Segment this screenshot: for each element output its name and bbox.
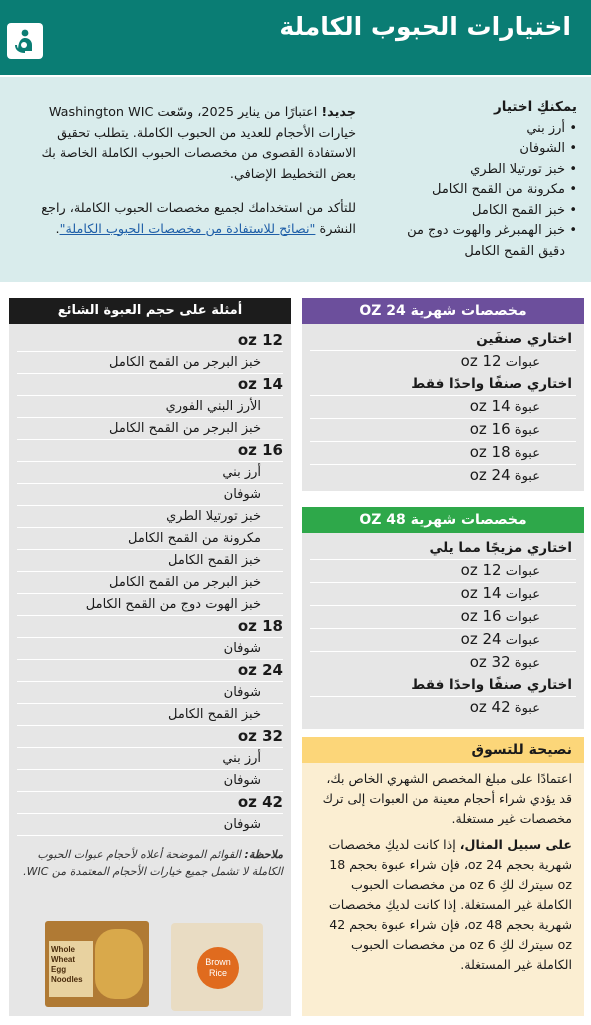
choice-rule: اختاري صنفَين [476,331,572,347]
examples-note [9,836,291,880]
example-item: خبز القمح الكامل [17,704,283,726]
package-option [310,582,576,605]
example-item: أرز بني [17,461,283,484]
package-option [310,628,576,651]
size-heading: 42 oz [237,793,283,811]
package-label: عبوة [514,423,540,438]
package-option [310,441,576,464]
size-heading: 14 oz [237,375,283,393]
package-size: 12 oz [460,561,502,579]
refer-text: للتأكد من استخدامك لجميع مخصصات الحبوب الكاملة، راجع النشرة [41,201,356,237]
news-text [26,103,356,240]
package-label: عبوات [505,633,540,648]
tip-paragraph-2 [312,835,572,975]
news-paragraph [26,103,356,185]
mother-child-icon [7,23,43,59]
example-item: شوفان [17,770,283,792]
package-option [310,395,576,418]
benefit-24oz-heading: مخصصات شهرية 24 OZ [302,298,584,324]
package-size: 12 oz [460,352,502,370]
choice-item: • خبز القمح الكامل [377,201,577,222]
examples-list [9,324,291,836]
benefit-24oz-list [302,324,584,487]
tip-example-text: إذا كانت لديكِ مخصصات شهرية بحجم 24 oz، فإن شراء عبوة بحجم 18 oz سيترك لكِ 6 oz من مخصصات الحبوب الكاملة غير المستغلة. إذا كانت لديكِ مخصصات شهرية بحجم 48 oz، فإن شراء عبوة بحجم 42 oz سيترك لكِ 6 oz من مخصصات الحبوب الكاملة غير المستغلة. [328,837,572,972]
brown-rice-label: Brown Rice [197,947,239,989]
choices-list-box [377,97,577,262]
example-item: خبز القمح الكامل [17,550,283,572]
size-heading: 24 oz [237,661,283,679]
package-label: عبوات [505,610,540,625]
note-text: القوائم الموضحة أعلاه لأحجام عبوات الحبوب الكاملة لا تشمل جميع خيارات الأحجام المعتمدة من WIC. [23,848,283,878]
refer-end: . [55,221,60,237]
new-text: اعتبارًا من يناير 2025، وسّعت Washington WIC خيارات الأحجام للعديد من الحبوب الكاملة. يتطلب تحقيق الاستفادة القصوى من مخصصات الحبوب الكاملة الخاصة بك بعض التخطيط الإضافي. [41,105,356,182]
new-label: جديد! [321,105,356,120]
package-size: 16 oz [460,607,502,625]
shopping-tip-heading: نصيحة للتسوق [302,737,584,763]
package-size: 42 oz [469,698,511,716]
refer-paragraph [26,199,356,240]
size-heading: 18 oz [237,617,283,635]
package-option [310,605,576,628]
package-label: عبوة [514,400,540,415]
size-heading: 12 oz [237,331,283,349]
package-label: عبوة [514,656,540,671]
examples-heading: أمثلة على حجم العبوة الشائع [9,298,291,324]
package-label: عبوات [505,355,540,370]
example-item: خبز البرجر من القمح الكامل [17,572,283,594]
package-size: 16 oz [469,420,511,438]
example-item: شوفان [17,484,283,506]
package-option [310,696,576,719]
package-option [310,559,576,582]
shopping-tip-panel [302,737,584,1016]
choice-rule: اختاري مزيجًا مما يلي [429,540,572,556]
choice-item: • أرز بني [377,119,577,140]
choice-item: • خبز تورتيلا الطري [377,160,577,181]
example-item: خبز البرجر من القمح الكامل [17,351,283,374]
package-size: 18 oz [469,443,511,461]
example-item: الأرز البني الفوري [17,395,283,418]
tips-link[interactable]: "نصائح للاستفادة من مخصصات الحبوب الكاملة" [59,221,316,237]
intro-section [0,77,591,282]
package-size: 24 oz [460,630,502,648]
example-item: مكرونة من القمح الكامل [17,528,283,550]
package-size: 14 oz [460,584,502,602]
benefit-48oz-list [302,533,584,719]
choice-item: • الشوفان [377,139,577,160]
package-option [310,464,576,487]
note-label: ملاحظة: [244,848,283,861]
package-label: عبوة [514,446,540,461]
egg-noodles-package-image [45,921,149,1007]
package-label: عبوات [505,564,540,579]
example-item: شوفان [17,813,283,836]
page-header [0,0,591,75]
package-size: 24 oz [469,466,511,484]
package-option [310,651,576,674]
package-label: عبوات [505,587,540,602]
example-item: خبز تورتيلا الطري [17,506,283,528]
choices-lead: يمكنكِ اختيار [494,99,577,115]
page-title: اختيارات الحبوب الكاملة [279,12,571,41]
package-option [310,350,576,373]
choice-rule: اختاري صنفًا واحدًا فقط [411,376,572,392]
choice-item: • مكرونة من القمح الكامل [377,180,577,201]
example-item: أرز بني [17,747,283,770]
examples-panel [9,298,291,1016]
size-heading: 16 oz [237,441,283,459]
benefit-48oz-heading: مخصصات شهرية 48 OZ [302,507,584,533]
example-item: شوفان [17,637,283,660]
brown-rice-package-image [171,923,263,1011]
benefit-24oz-panel [302,298,584,491]
shopping-tip-body [302,763,584,975]
size-heading: 32 oz [237,727,283,745]
example-item: خبز الهوت دوج من القمح الكامل [17,594,283,616]
benefit-48oz-panel [302,507,584,729]
package-label: عبوة [514,469,540,484]
tip-example-label: على سبيل المثال، [459,837,572,852]
example-item: خبز البرجر من القمح الكامل [17,418,283,440]
package-label: عبوة [514,701,540,716]
package-option [310,418,576,441]
package-size: 32 oz [469,653,511,671]
product-images [9,921,291,1016]
choice-rule: اختاري صنفًا واحدًا فقط [411,677,572,693]
example-item: شوفان [17,681,283,704]
tip-paragraph-1: اعتمادًا على مبلغ المخصص الشهري الخاص بك، قد يؤدي شراء أحجام معينة من العبوات إلى ترك مخصصات غير مستغلة. [322,771,572,826]
choices-list [377,119,577,263]
package-size: 14 oz [469,397,511,415]
egg-noodles-label: Whole Wheat Egg Noodles [51,945,83,984]
choice-item: • خبز الهمبرغر والهوت دوج من دقيق القمح الكامل [377,221,577,262]
